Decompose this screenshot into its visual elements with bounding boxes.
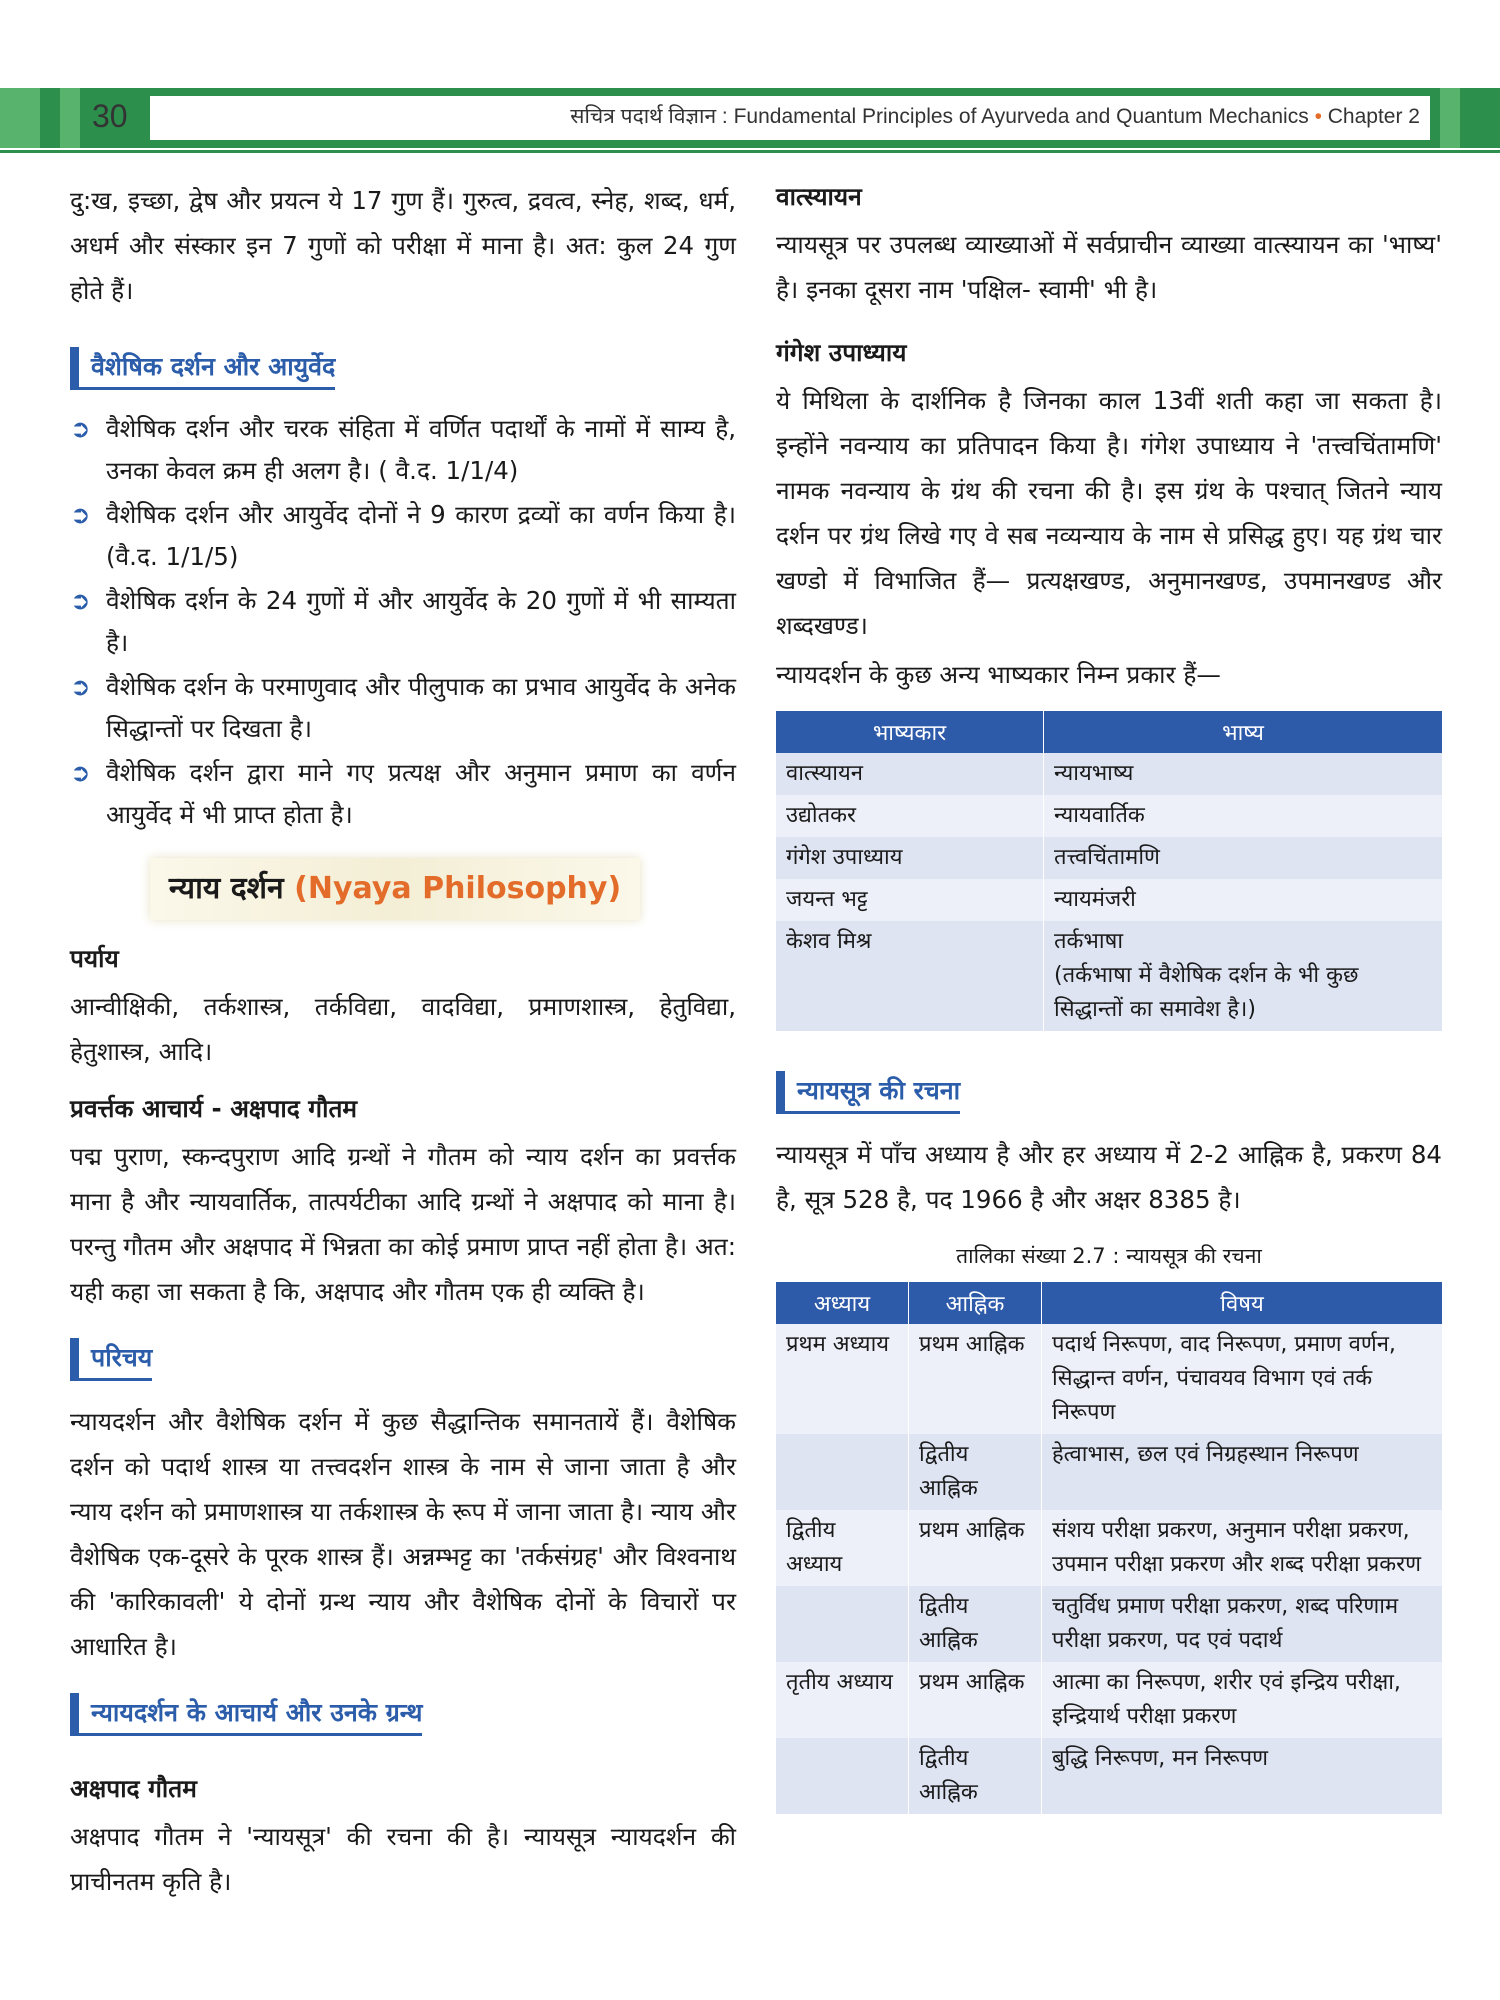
bhashyakar-table	[776, 711, 1442, 1031]
table-row	[776, 879, 1442, 921]
table-cell: तृतीय अध्याय	[776, 1662, 909, 1738]
table-cell: उद्योतकर	[776, 795, 1044, 837]
table-row	[776, 1510, 1442, 1586]
table-cell	[776, 1738, 909, 1814]
table-cell	[776, 1586, 909, 1662]
cell-text: तर्कभाषा	[1054, 929, 1124, 954]
arrow-bullet-icon: ➲	[70, 500, 91, 529]
arrow-bullet-icon: ➲	[70, 672, 91, 701]
rachna-paragraph: न्यायसूत्र में पाँच अध्याय है और हर अध्याय में 2-2 आह्निक है, प्रकरण 84 है, सूत्र 528 है, पद 1966 है और अक्षर 8385 है।	[776, 1140, 1442, 1214]
pravartak-heading: प्रवर्त्तक आचार्य - अक्षपाद गौतम	[70, 1094, 358, 1123]
table-cell: बुद्धि निरूपण, मन निरूपण	[1042, 1738, 1443, 1814]
table-header: भाष्य	[1044, 711, 1443, 753]
table-cell: प्रथम अध्याय	[776, 1324, 909, 1434]
table-row	[776, 1738, 1442, 1814]
arrow-bullet-icon: ➲	[70, 586, 91, 615]
table-cell: संशय परीक्षा प्रकरण, अनुमान परीक्षा प्रकरण, उपमान परीक्षा प्रकरण और शब्द परीक्षा प्रकरण	[1042, 1510, 1443, 1586]
gangesh-heading: गंगेश उपाध्याय	[776, 338, 907, 367]
table-cell: प्रथम आह्निक	[909, 1324, 1042, 1434]
table-cell: द्वितीय अध्याय	[776, 1510, 909, 1586]
table-header: भाष्यकार	[776, 711, 1044, 753]
table-cell: न्यायवार्तिक	[1044, 795, 1443, 837]
table-cell: द्वितीय आह्निक	[909, 1434, 1042, 1510]
arrow-bullet-icon: ➲	[70, 414, 91, 443]
header-stripe	[0, 88, 40, 148]
vatsyayan-paragraph: न्यायसूत्र पर उपलब्ध व्याख्याओं में सर्वप्राचीन व्याख्या वात्स्यायन का 'भाष्य' है। इनका दूसरा नाम 'पक्षिल- स्वामी' भी है।	[776, 230, 1442, 304]
chapter-label: Chapter 2	[1327, 105, 1420, 128]
bullet-text: वैशेषिक दर्शन के 24 गुणों में और आयुर्वेद के 20 गुणों में भी साम्यता है।	[106, 586, 736, 657]
intro-paragraph: दु:ख, इच्छा, द्वेष और प्रयत्न ये 17 गुण हैं। गुरुत्व, द्रवत्व, स्नेह, शब्द, धर्म, अधर्म और संस्कार इन 7 गुणों को परीक्षा में माना है। अत: कुल 24 गुण होते हैं।	[70, 186, 736, 305]
table-row	[776, 1662, 1442, 1738]
table-header: विषय	[1042, 1282, 1443, 1324]
table-cell: हेत्वाभास, छल एवं निग्रहस्थान निरूपण	[1042, 1434, 1443, 1510]
banner-title-hindi: न्याय दर्शन	[168, 871, 284, 906]
table-header: आह्निक	[909, 1282, 1042, 1324]
arrow-bullet-icon: ➲	[70, 758, 91, 787]
table-cell: केशव मिश्र	[776, 921, 1044, 1031]
header-stripe	[1440, 88, 1460, 148]
table-row	[776, 1324, 1442, 1434]
section-heading-parichay: परिचय	[70, 1338, 152, 1381]
vaisheshika-bullet-list	[70, 408, 736, 836]
list-item	[70, 580, 736, 664]
table-row	[776, 795, 1442, 837]
page-number: 30	[92, 98, 128, 134]
table-caption: तालिका संख्या 2.7 : न्यायसूत्र की रचना	[956, 1244, 1262, 1268]
pravartak-paragraph: पद्म पुराण, स्कन्दपुराण आदि ग्रन्थों ने गौतम को न्याय दर्शन का प्रवर्त्तक माना है और न्यायवार्तिक, तात्पर्यटीका आदि ग्रन्थों ने अक्षपाद को माना है। परन्तु गौतम और अक्षपाद में भिन्नता का कोई प्रमाण प्राप्त नहीं होता है। अत: यही कहा जा सकता है कि, अक्षपाद और गौतम एक ही व्यक्ति है।	[70, 1142, 736, 1306]
section-heading-acharya: न्यायदर्शन के आचार्य और उनके ग्रन्थ	[70, 1693, 422, 1736]
table-cell: न्यायभाष्य	[1044, 753, 1443, 795]
bullet-text: वैशेषिक दर्शन और चरक संहिता में वर्णित पदार्थों के नामों में साम्य है, उनका केवल क्रम ही अलग है। ( वै.द. 1/1/4)	[106, 414, 736, 485]
bullet-text: वैशेषिक दर्शन और आयुर्वेद दोनों ने 9 कारण द्रव्यों का वर्णन किया है। (वै.द. 1/1/5)	[106, 500, 736, 571]
table-cell: वात्स्यायन	[776, 753, 1044, 795]
banner-title-english: (Nyaya Philosophy)	[294, 871, 622, 906]
table-note: (तर्कभाषा में वैशेषिक दर्शन के भी कुछ सिद्धान्तों का समावेश है।)	[1054, 963, 1359, 1022]
running-title	[570, 102, 1420, 130]
nyaya-banner	[150, 858, 640, 920]
list-item	[70, 666, 736, 750]
table-cell: गंगेश उपाध्याय	[776, 837, 1044, 879]
table-cell: प्रथम आह्निक	[909, 1510, 1042, 1586]
right-column	[776, 178, 1442, 1814]
section-heading-vaisheshika: वैशेषिक दर्शन और आयुर्वेद	[70, 347, 335, 390]
table-cell: पदार्थ निरूपण, वाद निरूपण, प्रमाण वर्णन, सिद्धान्त वर्णन, पंचावयव विभाग एवं तर्क निरूपण	[1042, 1324, 1443, 1434]
left-column	[70, 178, 736, 1904]
table-row	[776, 1434, 1442, 1510]
bullet-text: वैशेषिक दर्शन के परमाणुवाद और पीलुपाक का प्रभाव आयुर्वेद के अनेक सिद्धान्तों पर दिखता है।	[106, 672, 736, 743]
table-cell: न्यायमंजरी	[1044, 879, 1443, 921]
list-item	[70, 752, 736, 836]
list-item	[70, 408, 736, 492]
title-separator: •	[1314, 105, 1322, 128]
gangesh-paragraph: ये मिथिला के दार्शनिक है जिनका काल 13वीं शती कहा जा सकता है। इन्होंने नवन्याय का प्रतिपादन किया है। गंगेश उपाध्याय ने 'तत्त्वचिंतामणि' नामक नवन्याय के ग्रंथ की रचना की है। इस ग्रंथ के पश्चात् जितने न्याय दर्शन पर ग्रंथ लिखे गए वे सब नव्यन्याय के नाम से प्रसिद्ध हुए। यह ग्रंथ चार खण्डो में विभाजित हैं— प्रत्यक्षखण्ड, अनुमानखण्ड, उपमानखण्ड और शब्दखण्ड।	[776, 386, 1442, 640]
table-cell	[1044, 921, 1443, 1031]
table-row	[776, 837, 1442, 879]
table-cell: तत्त्वचिंतामणि	[1044, 837, 1443, 879]
table-cell: आत्मा का निरूपण, शरीर एवं इन्द्रिय परीक्षा, इन्द्रियार्थ परीक्षा प्रकरण	[1042, 1662, 1443, 1738]
vatsyayan-heading: वात्स्यायन	[776, 182, 862, 211]
list-item	[70, 494, 736, 578]
table-cell: जयन्त भट्ट	[776, 879, 1044, 921]
table-cell: द्वितीय आह्निक	[909, 1738, 1042, 1814]
paryay-heading: पर्याय	[70, 944, 119, 973]
akshapad-paragraph: अक्षपाद गौतम ने 'न्यायसूत्र' की रचना की है। न्यायसूत्र न्यायदर्शन की प्राचीनतम कृति है।	[70, 1822, 736, 1896]
bullet-text: वैशेषिक दर्शन द्वारा माने गए प्रत्यक्ष और अनुमान प्रमाण का वर्णन आयुर्वेद में भी प्राप्त होता है।	[106, 758, 736, 829]
table-cell: प्रथम आह्निक	[909, 1662, 1042, 1738]
table-cell: द्वितीय आह्निक	[909, 1586, 1042, 1662]
table-cell	[776, 1434, 909, 1510]
table-row	[776, 921, 1442, 1031]
table-cell: चतुर्विध प्रमाण परीक्षा प्रकरण, शब्द परिणाम परीक्षा प्रकरण, पद एवं पदार्थ	[1042, 1586, 1443, 1662]
header-rule	[0, 150, 1500, 153]
table-header: अध्याय	[776, 1282, 909, 1324]
table-row	[776, 753, 1442, 795]
akshapad-heading: अक्षपाद गौतम	[70, 1774, 197, 1803]
nyayasutra-structure-table	[776, 1282, 1442, 1814]
paryay-paragraph: आन्वीक्षिकी, तर्कशास्त्र, तर्कविद्या, वादविद्या, प्रमाणशास्त्र, हेतुविद्या, हेतुशास्त्र, आदि।	[70, 992, 736, 1066]
table-row	[776, 1586, 1442, 1662]
header-stripe	[60, 88, 80, 148]
parichay-paragraph: न्यायदर्शन और वैशेषिक दर्शन में कुछ सैद्धान्तिक समानतायें हैं। वैशेषिक दर्शन को पदार्थ शास्त्र या तत्त्वदर्शन शास्त्र के नाम से जाना जाता है और न्याय दर्शन को प्रमाणशास्त्र या तर्कशास्त्र के रूप में जाना जाता है। न्याय और वैशेषिक एक-दूसरे के पूरक शास्त्र हैं। अन्नम्भट्ट का 'तर्कसंग्रह' और विश्वनाथ की 'कारिकावली' ये दोनों ग्रन्थ न्याय और वैशेषिक दोनों के विचारों पर आधारित है।	[70, 1407, 736, 1661]
book-title: सचित्र पदार्थ विज्ञान : Fundamental Principles of Ayurveda and Quantum Mechanics	[570, 105, 1309, 128]
section-heading-rachna: न्यायसूत्र की रचना	[776, 1071, 960, 1114]
bhashya-intro: न्यायदर्शन के कुछ अन्य भाष्यकार निम्न प्रकार हैं—	[776, 660, 1221, 689]
